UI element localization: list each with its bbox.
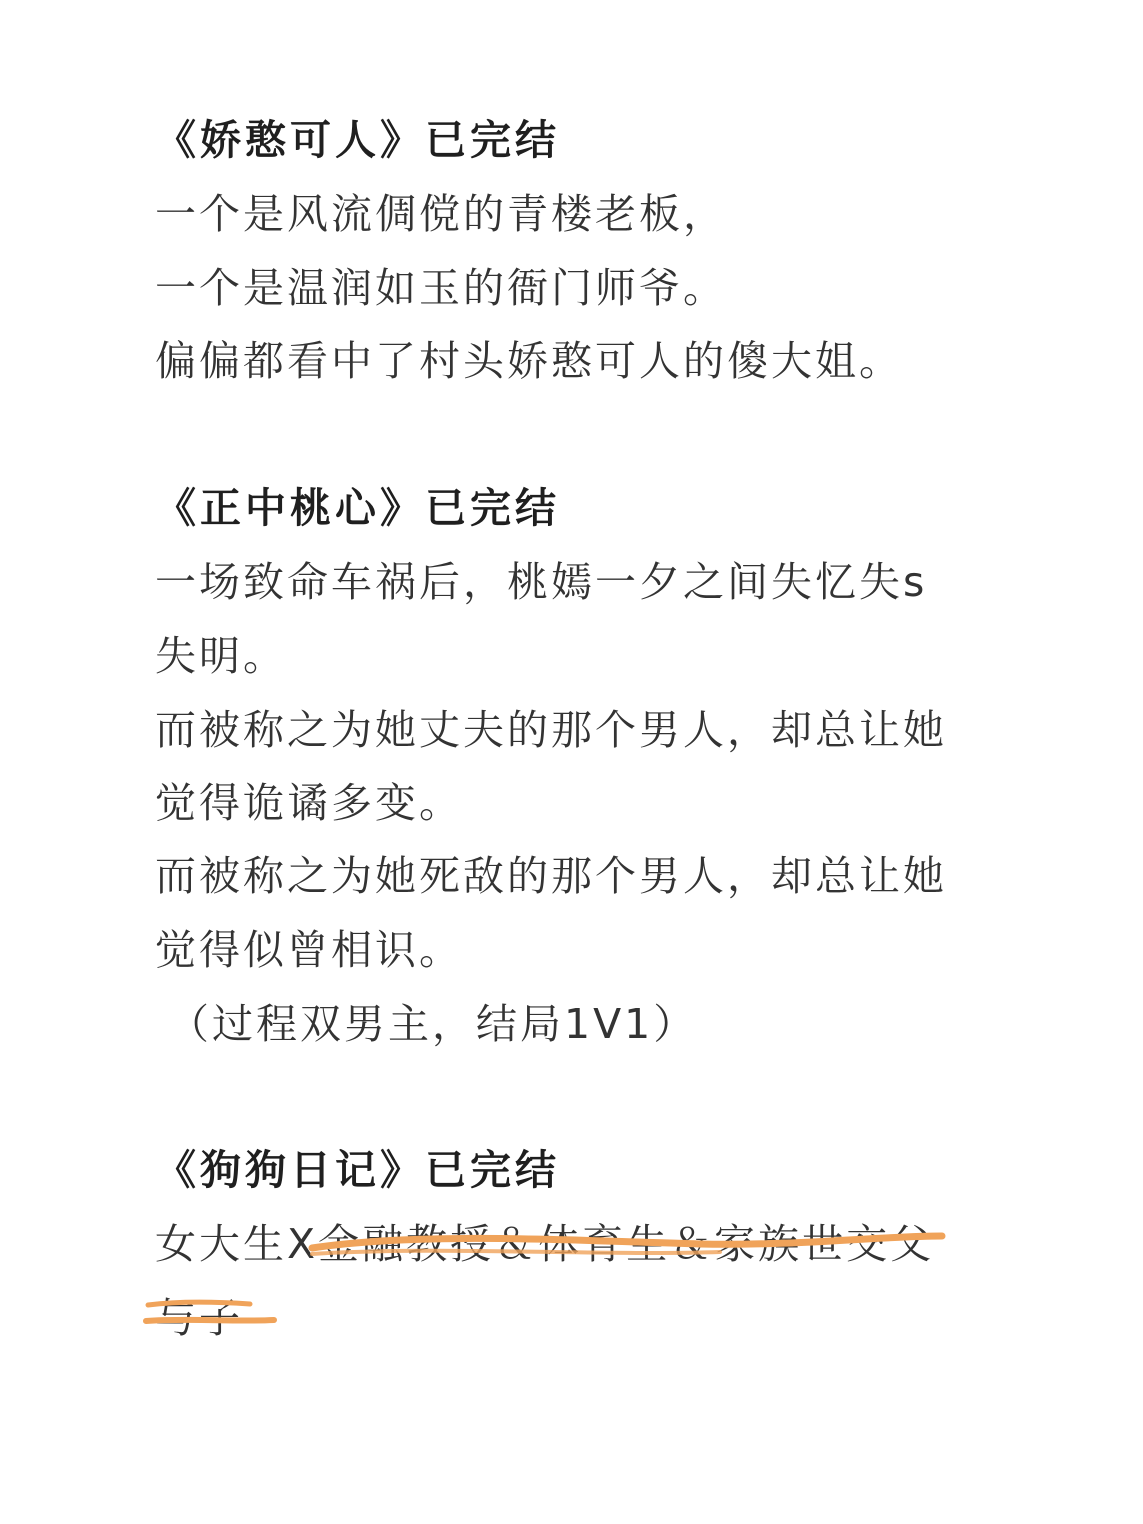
section-2-line-5: 而被称之为她死敌的那个男人，却总让她 [155,852,947,900]
section-3-line-1 [155,1216,934,1272]
section-2-line-3: 而被称之为她丈夫的那个男人，却总让她 [155,706,947,754]
section-2-line-2: 失明。 [155,632,287,680]
section-1-line-1: 一个是风流倜傥的青楼老板， [155,190,727,238]
section-2-line-7: （过程双男主，结局1V1） [168,1000,698,1048]
section-title-2: 《正中桃心》已完结 [155,484,560,532]
section-3-struck-text-2: 与子 [155,1294,243,1342]
section-1-line-3: 偏偏都看中了村头娇憨可人的傻大姐。 [155,337,903,385]
section-title-1: 《娇憨可人》已完结 [155,116,560,164]
section-3-line-2 [155,1290,243,1346]
section-2-line-6: 觉得似曾相识。 [155,926,463,974]
section-title-3: 《狗狗日记》已完结 [155,1146,560,1194]
section-2-line-1: 一场致命车祸后，桃嫣一夕之间失忆失s [155,558,928,606]
section-1-line-2: 一个是温润如玉的衙门师爷。 [155,264,727,312]
section-3-plain-text: 女大生X [155,1220,319,1268]
section-3-struck-text-1: 金融教授＆体育生＆家族世交父 [318,1220,935,1268]
section-2-line-4: 觉得诡谲多变。 [155,779,463,827]
